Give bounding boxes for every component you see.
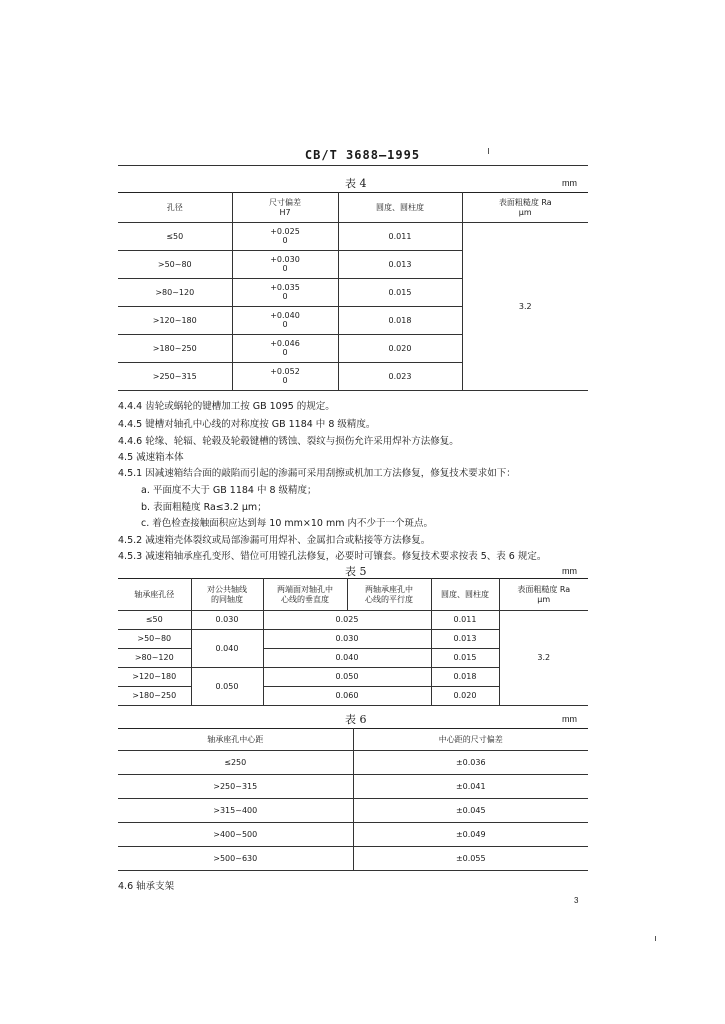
t5-roughness-value: 3.2 bbox=[499, 611, 588, 706]
clause-4-5: 4.5 减速箱本体 bbox=[118, 452, 184, 463]
t4-tolerance bbox=[232, 251, 338, 279]
table4-caption: 表 4 bbox=[345, 177, 367, 190]
t6-dev: ±0.055 bbox=[353, 847, 588, 871]
t4-header-rough-l2: μm bbox=[518, 207, 532, 217]
t4-bore: ≤50 bbox=[118, 223, 232, 251]
t4-roundness: 0.013 bbox=[338, 251, 462, 279]
t4-upper: +0.035 bbox=[270, 282, 300, 292]
table4-unit: mm bbox=[562, 178, 577, 188]
t5-roundness: 0.011 bbox=[431, 611, 499, 630]
t4-header-roundness: 圆度、圆柱度 bbox=[338, 193, 462, 223]
t5-header-coaxial-l1: 对公共轴线 bbox=[207, 584, 247, 594]
t5-roundness: 0.018 bbox=[431, 668, 499, 687]
t6-dev: ±0.036 bbox=[353, 751, 588, 775]
clause-4-5-1-b: b. 表面粗糙度 Ra≤3.2 μm； bbox=[141, 502, 267, 513]
t4-roundness: 0.020 bbox=[338, 335, 462, 363]
t4-upper: +0.030 bbox=[270, 254, 300, 264]
t6-dev: ±0.049 bbox=[353, 823, 588, 847]
t4-bore: >80~120 bbox=[118, 279, 232, 307]
page-number: 3 bbox=[574, 896, 579, 905]
table5-unit: mm bbox=[562, 566, 577, 576]
clause-4-4-5: 4.4.5 键槽对轴孔中心线的对称度按 GB 1184 中 8 级精度。 bbox=[118, 419, 376, 430]
t5-bore: ≤50 bbox=[118, 611, 191, 630]
t5-header-bore: 轴承座孔径 bbox=[118, 579, 191, 611]
clause-4-6: 4.6 轴承支架 bbox=[118, 881, 175, 892]
t6-range: >250~315 bbox=[118, 775, 353, 799]
t6-dev: ±0.045 bbox=[353, 799, 588, 823]
t5-header-perp-l2: 心线的垂直度 bbox=[281, 594, 329, 604]
scan-mark bbox=[488, 148, 489, 154]
clause-4-4-6: 4.4.6 轮缘、轮辐、轮毂及轮毂键槽的锈蚀、裂纹与损伤允许采用焊补方法修复。 bbox=[118, 436, 459, 447]
t4-bore: >250~315 bbox=[118, 363, 232, 391]
table5 bbox=[118, 578, 588, 706]
t6-range: >315~400 bbox=[118, 799, 353, 823]
t4-tolerance bbox=[232, 307, 338, 335]
table4 bbox=[118, 192, 588, 391]
t5-perp-parallel: 0.040 bbox=[263, 649, 431, 668]
t5-bore: >50~80 bbox=[118, 630, 191, 649]
t4-lower: 0 bbox=[282, 319, 288, 329]
t4-roundness: 0.023 bbox=[338, 363, 462, 391]
t4-header-tolerance bbox=[232, 193, 338, 223]
t4-tolerance bbox=[232, 223, 338, 251]
t5-header-parallel-l1: 两轴承座孔中 bbox=[365, 584, 413, 594]
t5-header-perp bbox=[263, 579, 347, 611]
t4-bore: >180~250 bbox=[118, 335, 232, 363]
t5-header-parallel-l2: 心线的平行度 bbox=[365, 594, 413, 604]
t4-roundness: 0.018 bbox=[338, 307, 462, 335]
clause-4-5-1-a: a. 平面度不大于 GB 1184 中 8 级精度； bbox=[141, 485, 317, 496]
t5-header-coaxial-l2: 的同轴度 bbox=[211, 594, 243, 604]
t6-header-deviation: 中心距的尺寸偏差 bbox=[353, 729, 588, 751]
t4-header-bore: 孔径 bbox=[118, 193, 232, 223]
t4-roundness: 0.015 bbox=[338, 279, 462, 307]
t4-bore: >120~180 bbox=[118, 307, 232, 335]
t4-tolerance bbox=[232, 279, 338, 307]
t4-bore: >50~80 bbox=[118, 251, 232, 279]
t5-bore: >120~180 bbox=[118, 668, 191, 687]
standard-code-header: CB/T 3688—1995 bbox=[304, 148, 421, 162]
t4-header-tol-l1: 尺寸偏差 bbox=[269, 197, 301, 207]
t4-upper: +0.040 bbox=[270, 310, 300, 320]
t6-dev: ±0.041 bbox=[353, 775, 588, 799]
t4-lower: 0 bbox=[282, 347, 288, 357]
t5-perp-parallel: 0.050 bbox=[263, 668, 431, 687]
t4-header-rough-l1: 表面粗糙度 Ra bbox=[498, 197, 552, 207]
t6-range: >400~500 bbox=[118, 823, 353, 847]
t5-perp-parallel: 0.025 bbox=[263, 611, 431, 630]
t4-lower: 0 bbox=[282, 263, 288, 273]
t5-header-rough-l2: μm bbox=[537, 594, 551, 604]
t5-coaxial: 0.050 bbox=[191, 668, 263, 706]
t5-coaxial: 0.040 bbox=[191, 630, 263, 668]
table6-caption: 表 6 bbox=[345, 713, 367, 726]
t5-header-roughness bbox=[499, 579, 588, 611]
clause-4-4-4: 4.4.4 齿轮或蜗轮的键槽加工按 GB 1095 的规定。 bbox=[118, 401, 335, 412]
table5-caption: 表 5 bbox=[345, 565, 367, 578]
header-rule bbox=[118, 165, 588, 166]
clause-4-5-1-c: c. 着色检查接触面积应达到每 10 mm×10 mm 内不少于一个斑点。 bbox=[141, 518, 433, 529]
t5-roundness: 0.020 bbox=[431, 687, 499, 706]
t4-header-roughness bbox=[462, 193, 588, 223]
clause-4-5-2: 4.5.2 减速箱壳体裂纹或局部渗漏可用焊补、金属扣合或粘接等方法修复。 bbox=[118, 535, 431, 546]
t4-upper: +0.052 bbox=[270, 366, 300, 376]
t6-header-center-distance: 轴承座孔中心距 bbox=[118, 729, 353, 751]
table6-unit: mm bbox=[562, 714, 577, 724]
t5-header-rough-l1: 表面粗糙度 Ra bbox=[517, 584, 571, 594]
t5-perp-parallel: 0.060 bbox=[263, 687, 431, 706]
t6-range: ≤250 bbox=[118, 751, 353, 775]
t5-header-parallel bbox=[347, 579, 431, 611]
t5-roundness: 0.015 bbox=[431, 649, 499, 668]
t5-header-perp-l1: 两端面对轴孔中 bbox=[277, 584, 333, 594]
t4-lower: 0 bbox=[282, 291, 288, 301]
t5-roundness: 0.013 bbox=[431, 630, 499, 649]
t4-lower: 0 bbox=[282, 235, 288, 245]
t4-upper: +0.046 bbox=[270, 338, 300, 348]
t4-roundness: 0.011 bbox=[338, 223, 462, 251]
t5-perp-parallel: 0.030 bbox=[263, 630, 431, 649]
t5-bore: >80~120 bbox=[118, 649, 191, 668]
t6-range: >500~630 bbox=[118, 847, 353, 871]
t5-header-coaxial bbox=[191, 579, 263, 611]
t4-header-tol-l2: H7 bbox=[279, 207, 291, 217]
t4-tolerance bbox=[232, 335, 338, 363]
table6 bbox=[118, 728, 588, 871]
clause-4-5-1: 4.5.1 因减速箱结合面的敲陷而引起的渗漏可采用刮擦或机加工方法修复，修复技术要求如下： bbox=[118, 468, 516, 479]
t4-upper: +0.025 bbox=[270, 226, 300, 236]
t5-bore: >180~250 bbox=[118, 687, 191, 706]
t4-lower: 0 bbox=[282, 375, 288, 385]
clause-4-5-3: 4.5.3 减速箱轴承座孔变形、错位可用镗孔法修复，必要时可镶套。修复技术要求按表 5、表 6 规定。 bbox=[118, 551, 547, 562]
t4-roughness-value: 3.2 bbox=[462, 223, 588, 391]
t4-tolerance bbox=[232, 363, 338, 391]
t5-header-roundness: 圆度、圆柱度 bbox=[431, 579, 499, 611]
scan-mark bbox=[655, 936, 656, 941]
t5-coaxial: 0.030 bbox=[191, 611, 263, 630]
